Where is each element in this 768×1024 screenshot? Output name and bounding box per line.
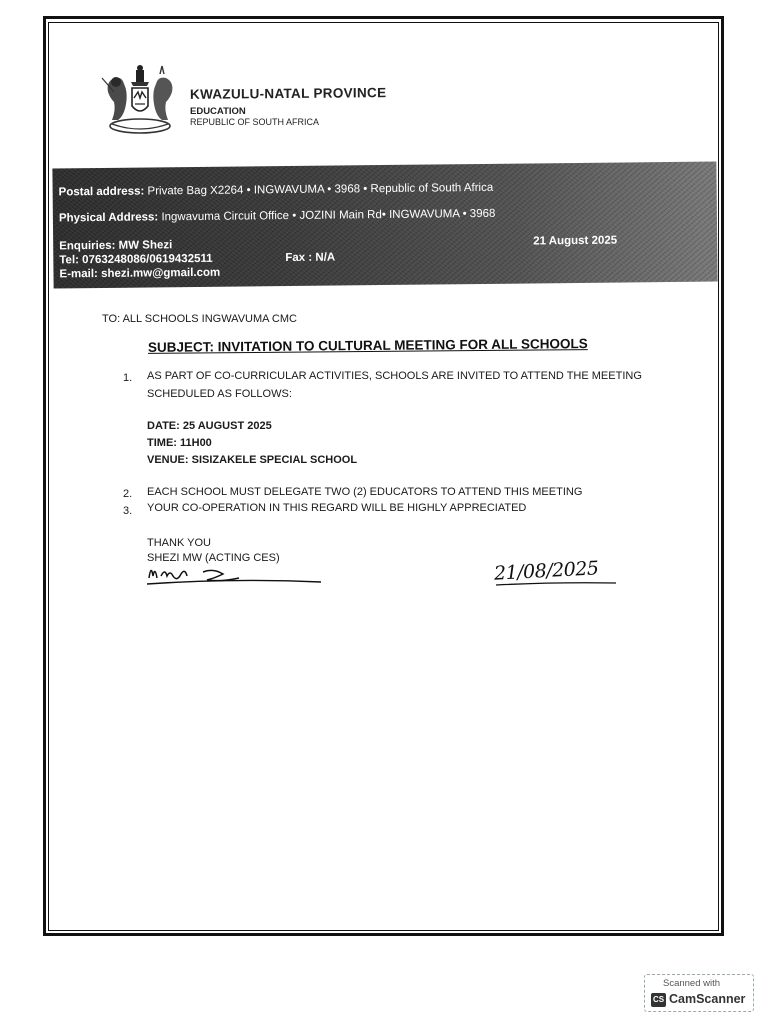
- physical-address: [59, 208, 496, 225]
- department-name: EDUCATION: [190, 106, 246, 117]
- item-2-number: 2.: [123, 488, 133, 500]
- postal-address: [59, 182, 494, 199]
- physical-address-label: Physical Address:: [58, 211, 159, 225]
- item-1-line-1: AS PART OF CO-CURRICULAR ACTIVITIES, SCHOOLS ARE INVITED TO ATTEND THE MEETING: [147, 370, 642, 382]
- meeting-date: DATE: 25 AUGUST 2025: [147, 420, 272, 432]
- physical-address-value: Ingwavuma Circuit Office • JOZINI Main Rd• INGWAVUMA • 3968: [161, 207, 496, 224]
- contact-banner: [52, 162, 717, 289]
- item-1-line-2: SCHEDULED AS FOLLOWS:: [147, 388, 292, 400]
- coat-of-arms-icon: [98, 62, 182, 138]
- camscanner-watermark: [644, 974, 754, 1012]
- meeting-venue: VENUE: SISIZAKELE SPECIAL SCHOOL: [147, 454, 358, 466]
- letter-date: 21 August 2025: [533, 234, 618, 248]
- item-3-text: YOUR CO-OPERATION IN THIS REGARD WILL BE HIGHLY APPRECIATED: [147, 502, 527, 514]
- item-3-number: 3.: [123, 505, 133, 517]
- fax: Fax : N/A: [285, 251, 336, 265]
- page-border-inner: [48, 22, 719, 931]
- scanned-with-text: Scanned with: [663, 978, 721, 989]
- date-underline-icon: [494, 580, 619, 588]
- enquiries: Enquiries: MW Shezi: [59, 239, 173, 253]
- closing-thanks: THANK YOU: [147, 537, 211, 549]
- signatory-name: SHEZI MW (ACTING CES): [147, 552, 280, 564]
- meeting-time: TIME: 11H00: [147, 437, 212, 449]
- handwritten-date-text: 21/08/2025: [493, 557, 600, 585]
- signature-icon: [143, 558, 325, 590]
- postal-address-value: Private Bag X2264 • INGWAVUMA • 3968 • Republic of South Africa: [147, 181, 494, 198]
- recipient-line: TO: ALL SCHOOLS INGWAVUMA CMC: [102, 313, 297, 325]
- subject-line: SUBJECT: INVITATION TO CULTURAL MEETING FOR ALL SCHOOLS: [147, 336, 588, 355]
- camscanner-name: CamScanner: [669, 992, 746, 1006]
- province-title: KWAZULU-NATAL PROVINCE: [189, 85, 387, 102]
- country-name: REPUBLIC OF SOUTH AFRICA: [190, 117, 320, 127]
- handwritten-date: [493, 557, 619, 590]
- item-2-text: EACH SCHOOL MUST DELEGATE TWO (2) EDUCATORS TO ATTEND THIS MEETING: [147, 486, 583, 498]
- camscanner-logo-icon: CS: [651, 993, 666, 1007]
- telephone: Tel: 0763248086/0619432511: [59, 252, 213, 267]
- item-1-number: 1.: [123, 372, 133, 384]
- postal-address-label: Postal address:: [58, 185, 145, 199]
- email: E-mail: shezi.mw@gmail.com: [59, 266, 221, 281]
